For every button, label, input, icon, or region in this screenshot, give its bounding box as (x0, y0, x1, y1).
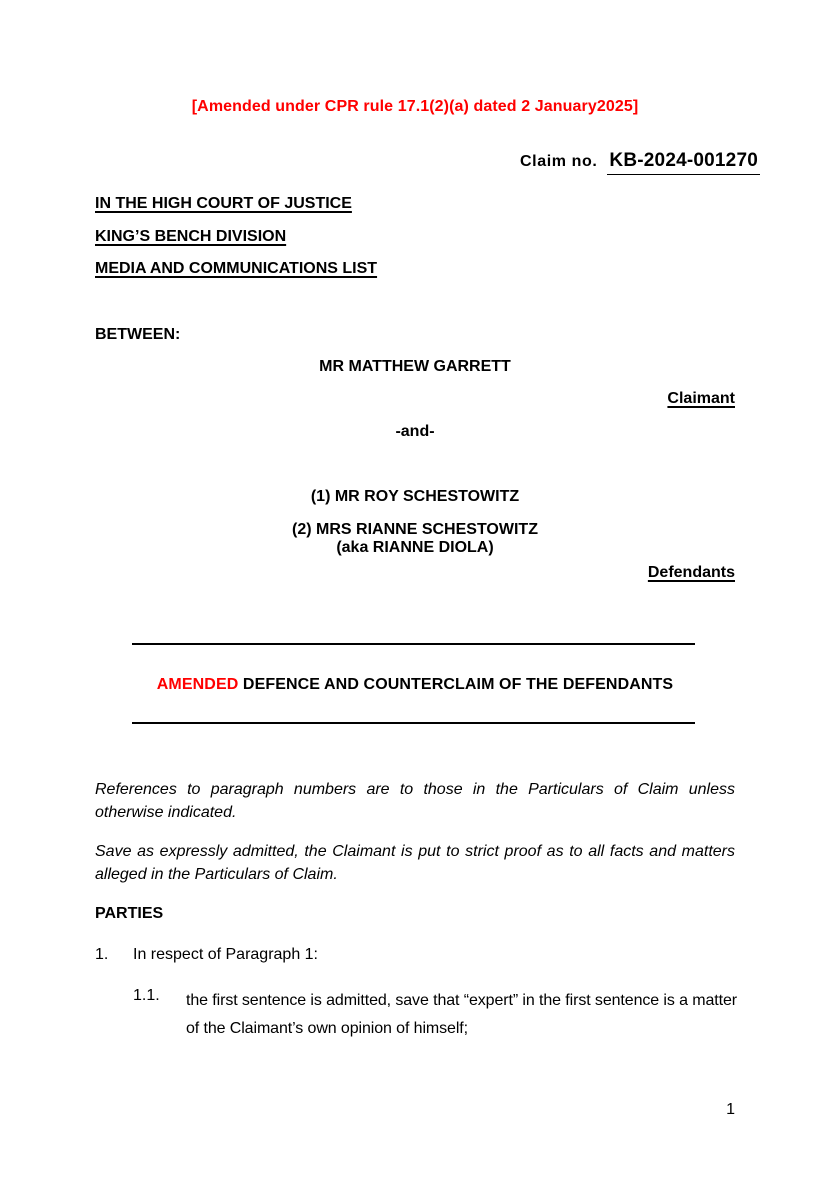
paragraph-1-text: In respect of Paragraph 1: (133, 946, 318, 963)
paragraph-1-number: 1. (95, 946, 109, 963)
title-rule-top (132, 643, 695, 645)
claimant-role-row (95, 390, 735, 408)
title-rule-bottom (132, 722, 695, 724)
page-number: 1 (726, 1101, 735, 1118)
defendant-2-block (95, 521, 735, 557)
and-separator: -and- (395, 423, 435, 440)
between-label: BETWEEN: (95, 326, 181, 343)
division-line: KING’S BENCH DIVISION (95, 228, 287, 245)
defendants-role-row (95, 564, 735, 582)
document-title (95, 676, 735, 694)
preamble-paragraph-1: References to paragraph numbers are to those in the Particulars of Claim unless otherwise indicated. (95, 781, 735, 821)
defendant-2-name: (2) MRS RIANNE SCHESTOWITZ (292, 521, 538, 538)
claim-number-label: Claim no. (520, 153, 598, 170)
amendment-notice: [Amended under CPR rule 17.1(2)(a) dated 2 January2025] (191, 98, 639, 115)
court-name-line: IN THE HIGH COURT OF JUSTICE (95, 195, 352, 212)
preamble-paragraph-2: Save as expressly admitted, the Claimant is put to strict proof as to all facts and matters alleged in the Particulars of Claim. (95, 843, 735, 883)
list-line: MEDIA AND COMMUNICATIONS LIST (95, 260, 378, 277)
defendant-1-name: (1) MR ROY SCHESTOWITZ (310, 488, 520, 505)
claimant-role-label: Claimant (667, 390, 735, 407)
subparagraph-1-1 (133, 987, 737, 1043)
claim-number-row (95, 150, 760, 175)
defendant-2-aka: (aka RIANNE DIOLA) (336, 539, 494, 556)
title-amended-word: AMENDED (156, 676, 239, 693)
section-heading-parties: PARTIES (95, 905, 164, 922)
defendants-role-label: Defendants (647, 564, 735, 581)
paragraph-1 (95, 946, 735, 964)
subparagraph-1-1-text: the first sentence is admitted, save that “expert” in the first sentence is a matter of the Claimant’s own opinion of himself; (186, 992, 737, 1037)
claimant-name: MR MATTHEW GARRETT (319, 358, 511, 375)
claim-number-value: KB-2024-001270 (607, 150, 760, 175)
title-rest: DEFENCE AND COUNTERCLAIM OF THE DEFENDANTS (238, 676, 674, 693)
subparagraph-1-1-number: 1.1. (133, 987, 160, 1004)
